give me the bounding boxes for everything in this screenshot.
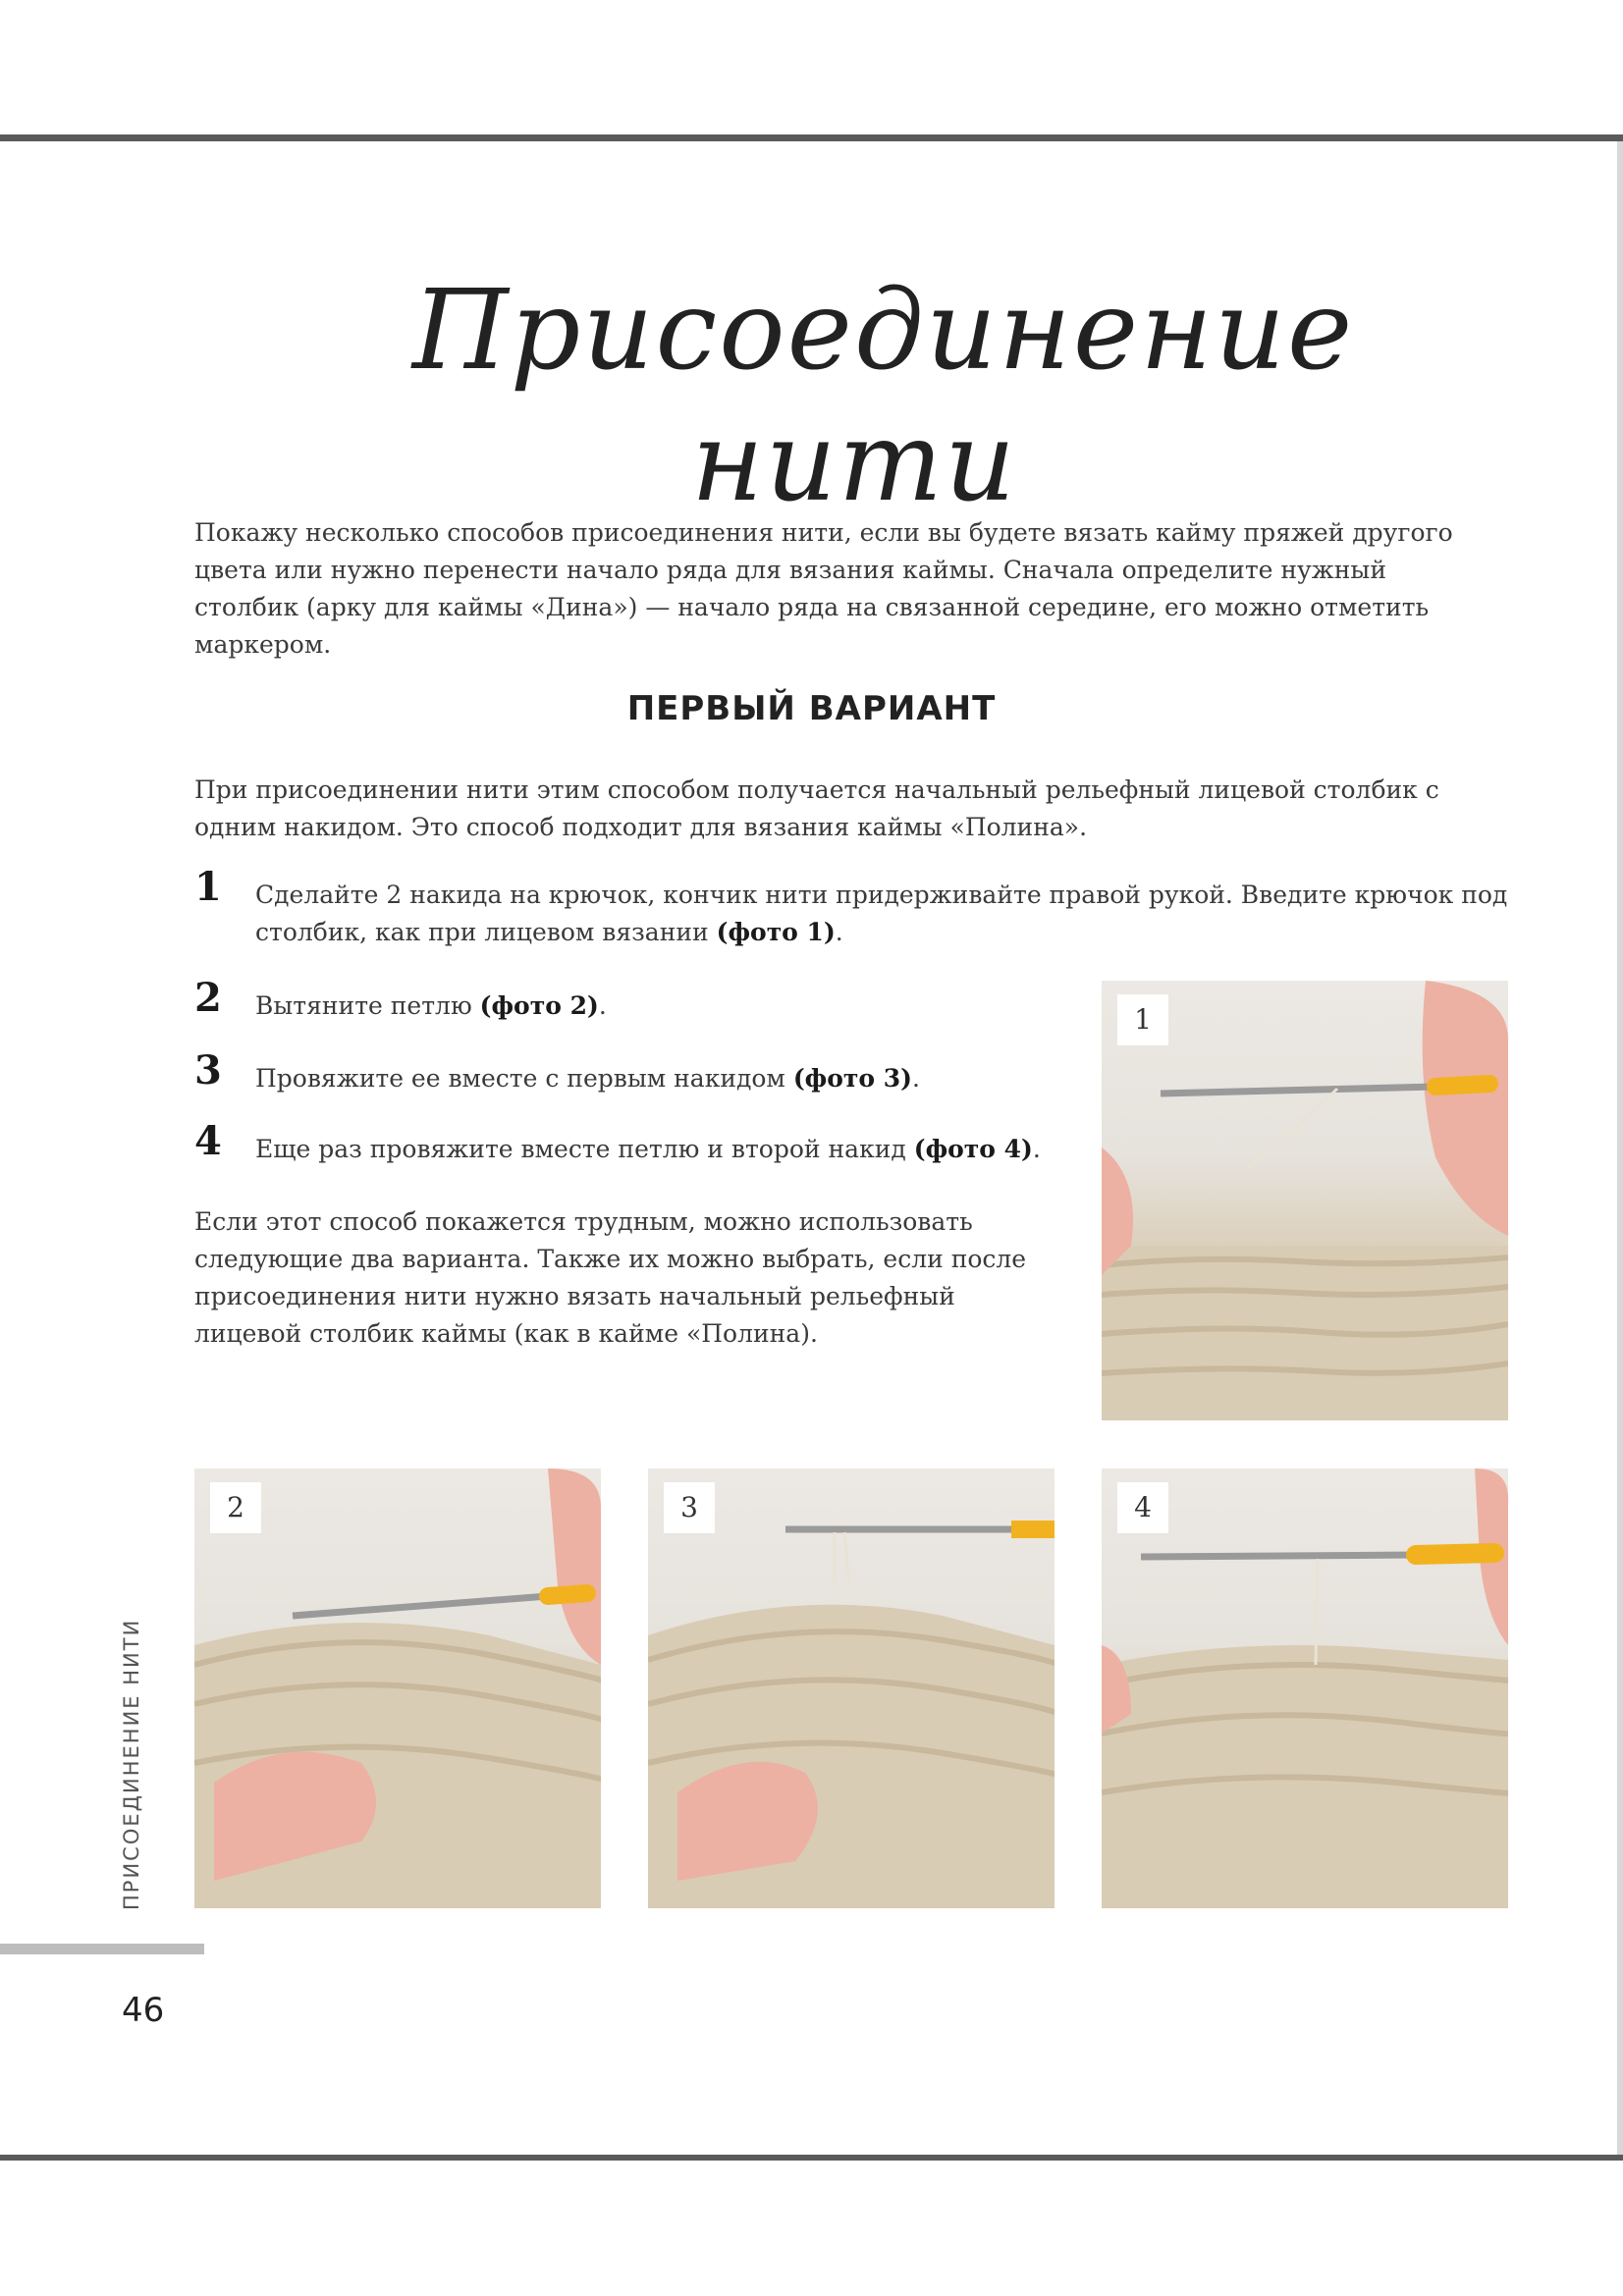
- step-text: Провяжите ее вместе с первым накидом: [255, 1064, 785, 1093]
- step-text: Вытяните петлю: [255, 991, 472, 1020]
- photo-label: 1: [1117, 994, 1168, 1045]
- photo-reference: (фото 1): [716, 918, 836, 946]
- photo-label: 4: [1117, 1482, 1168, 1533]
- step-text: Сделайте 2 накида на крючок, кончик нити придерживайте правой рукой. Введите крючок под столбик, как при лицевом вязании: [255, 881, 1508, 946]
- note-paragraph: Если этот способ покажется трудным, можно использовать следующие два варианта. Также их можно выбрать, если после присоединения нити нужно вязать начальный рельефный лицевой столбик каймы (как в кайме «Полина).: [194, 1207, 1027, 1348]
- step-1: [194, 864, 1510, 951]
- page-title: Присоединение нити: [412, 267, 1355, 527]
- page-number-bar: [0, 1944, 204, 1954]
- side-running-header: ПРИСОЕДИНЕНИЕ НИТИ: [120, 1618, 143, 1910]
- photo-4: [1102, 1468, 1508, 1908]
- photo-reference: (фото 4): [913, 1135, 1033, 1163]
- photo-3: [648, 1468, 1055, 1908]
- step-number: 3: [194, 1047, 222, 1094]
- step-4: [194, 1118, 1078, 1168]
- section-intro-paragraph: При присоединении нити этим способом получается начальный рельефный лицевой столбик с одним накидом. Это способ подходит для вязания каймы «Полина».: [194, 775, 1439, 841]
- step-number: 2: [194, 975, 222, 1021]
- intro-paragraph: Покажу несколько способов присоединения нити, если вы будете вязать кайму пряжей другого цвета или нужно перенести начало ряда для вязания каймы. Сначала определите нужный столбик (арку для каймы «Дина») — начало ряда на связанной середине, его можно отметить маркером.: [194, 518, 1453, 659]
- page-number: 46: [122, 1991, 165, 2030]
- photo-reference: (фото 3): [792, 1064, 912, 1093]
- photo-label: 3: [664, 1482, 715, 1533]
- step-end: .: [598, 991, 607, 1020]
- step-number: 4: [194, 1118, 222, 1164]
- photo-1: [1102, 981, 1508, 1420]
- step-text: Еще раз провяжите вместе петлю и второй накид: [255, 1135, 906, 1163]
- crochet-photo-illustration: [194, 1468, 601, 1908]
- step-end: .: [835, 918, 843, 946]
- crochet-photo-illustration: [1102, 981, 1508, 1420]
- crochet-photo-illustration: [1102, 1468, 1508, 1908]
- section-heading: ПЕРВЫЙ ВАРИАНТ: [626, 689, 997, 728]
- step-3: [194, 1047, 1078, 1097]
- photo-2: [194, 1468, 601, 1908]
- crochet-photo-illustration: [648, 1468, 1055, 1908]
- photo-label: 2: [210, 1482, 261, 1533]
- page-edge-shadow: [1617, 141, 1623, 2155]
- top-rule: [0, 134, 1623, 141]
- step-end: .: [1032, 1135, 1041, 1163]
- bottom-rule: [0, 2155, 1623, 2161]
- step-end: .: [912, 1064, 920, 1093]
- photo-reference: (фото 2): [479, 991, 599, 1020]
- step-number: 1: [194, 864, 222, 910]
- step-2: [194, 975, 1078, 1025]
